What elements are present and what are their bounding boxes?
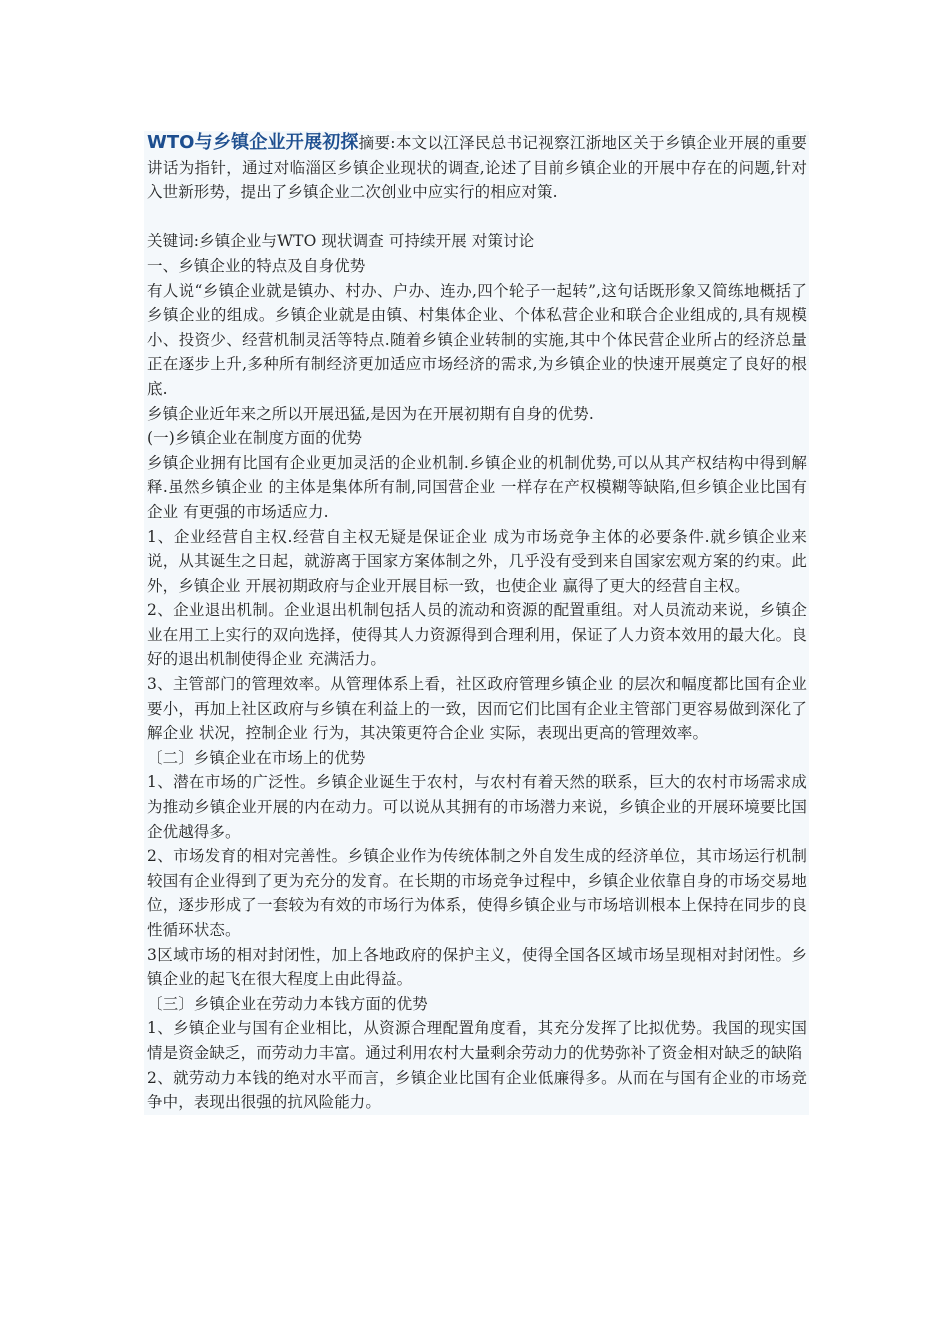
abstract-text: 摘要:本文以江泽民总书记视察江浙地区关于乡镇企业开展的重要讲话为指针，通过对临淄区乡镇企业现状的调查,论述了目前乡镇企业的开展中存在的问题,针对入世新形势，提出了乡镇企业二次创业中应实行的相应对策.: [147, 134, 807, 202]
body-paragraph: 乡镇企业近年来之所以开展迅猛,是因为在开展初期有自身的优势.: [147, 404, 594, 423]
body-paragraph: 有人说“乡镇企业就是镇办、村办、户办、连办,四个轮子一起转”,这句话既形象又简练地概括了乡镇企业的组成。乡镇企业就是由镇、村集体企业、个体私营企业和联合企业组成的,具有规模小、投资少、经营机制灵活等特点.随着乡镇企业转制的实施,其中个体民营企业所占的经济总量正在逐步上升,多种所有制经济更加适应市场经济的需求,为乡镇企业的快速开展奠定了良好的根底.: [147, 281, 807, 398]
blank-line: [144, 205, 809, 230]
section-heading-1: 一、乡镇企业的特点及自身优势: [147, 256, 366, 275]
body-paragraph: 2、市场发育的相对完善性。乡镇企业作为传统体制之外自发生成的经济单位，其市场运行机制较国有企业得到了更为充分的发育。在长期的市场竞争过程中，乡镇企业依靠自身的市场交易地位，逐步形成了一套较为有效的市场行为体系，使得乡镇企业与市场培训根本上保持在同步的良性循环状态。: [147, 847, 807, 939]
body-paragraph: 1、企业经营自主权.经营自主权无疑是保证企业 成为市场竞争主体的必要条件.就乡镇企业来说，从其诞生之日起，就游离于国家方案体制之外，几乎没有受到来自国家宏观方案的约束。此外，乡镇企业 开展初期政府与企业开展目标一致，也使企业 赢得了更大的经营自主权。: [147, 527, 807, 595]
body-paragraph: 1、乡镇企业与国有企业相比，从资源合理配置角度看，其充分发挥了比拟优势。我国的现实国情是资金缺乏，而劳动力丰富。通过利用农村大量剩余劳动力的优势弥补了资金相对缺乏的缺陷: [147, 1019, 807, 1062]
subsection-heading-3: 〔三〕乡镇企业在劳动力本钱方面的优势: [147, 994, 428, 1013]
body-paragraph: 2、就劳动力本钱的绝对水平而言，乡镇企业比国有企业低廉得多。从而在与国有企业的市场竞争中，表现出很强的抗风险能力。: [147, 1068, 807, 1112]
body-paragraph: 3区域市场的相对封闭性，加上各地政府的保护主义，使得全国各区域市场呈现相对封闭性。乡镇企业的起飞在很大程度上由此得益。: [147, 945, 807, 989]
body-paragraph: 1、潜在市场的广泛性。乡镇企业诞生于农村，与农村有着天然的联系，巨大的农村市场需求成为推动乡镇企业开展的内在动力。可以说从其拥有的市场潜力来说，乡镇企业的开展环境要比国企优越得多。: [147, 773, 807, 841]
article-body: [144, 131, 809, 1115]
article-title: WTO与乡镇企业开展初探: [147, 132, 359, 153]
subsection-heading-2: 〔二〕乡镇企业在市场上的优势: [147, 748, 366, 767]
title-abstract-paragraph: [144, 131, 809, 205]
keywords-line: 关键词:乡镇企业与WTO 现状调查 可持续开展 对策讨论: [147, 232, 535, 251]
body-paragraph: 乡镇企业拥有比国有企业更加灵活的企业机制.乡镇企业的机制优势,可以从其产权结构中得到解释.虽然乡镇企业 的主体是集体所有制,同国营企业 一样存在产权模糊等缺陷,但乡镇企业比国有企业 有更强的市场适应力.: [147, 453, 807, 521]
body-paragraph: 3、主管部门的管理效率。从管理体系上看，社区政府管理乡镇企业 的层次和幅度都比国有企业要小，再加上社区政府与乡镇在利益上的一致，因而它们比国有企业主管部门更容易做到深化了解企业 状况，控制企业 行为，其决策更符合企业 实际，表现出更高的管理效率。: [147, 675, 807, 743]
body-paragraph: 2、企业退出机制。企业退出机制包括人员的流动和资源的配置重组。对人员流动来说，乡镇企业在用工上实行的双向选择，使得其人力资源得到合理利用，保证了人力资本效用的最大化。良好的退出机制使得企业 充满活力。: [147, 601, 807, 669]
subsection-heading-1: (一)乡镇企业在制度方面的优势: [147, 429, 363, 448]
